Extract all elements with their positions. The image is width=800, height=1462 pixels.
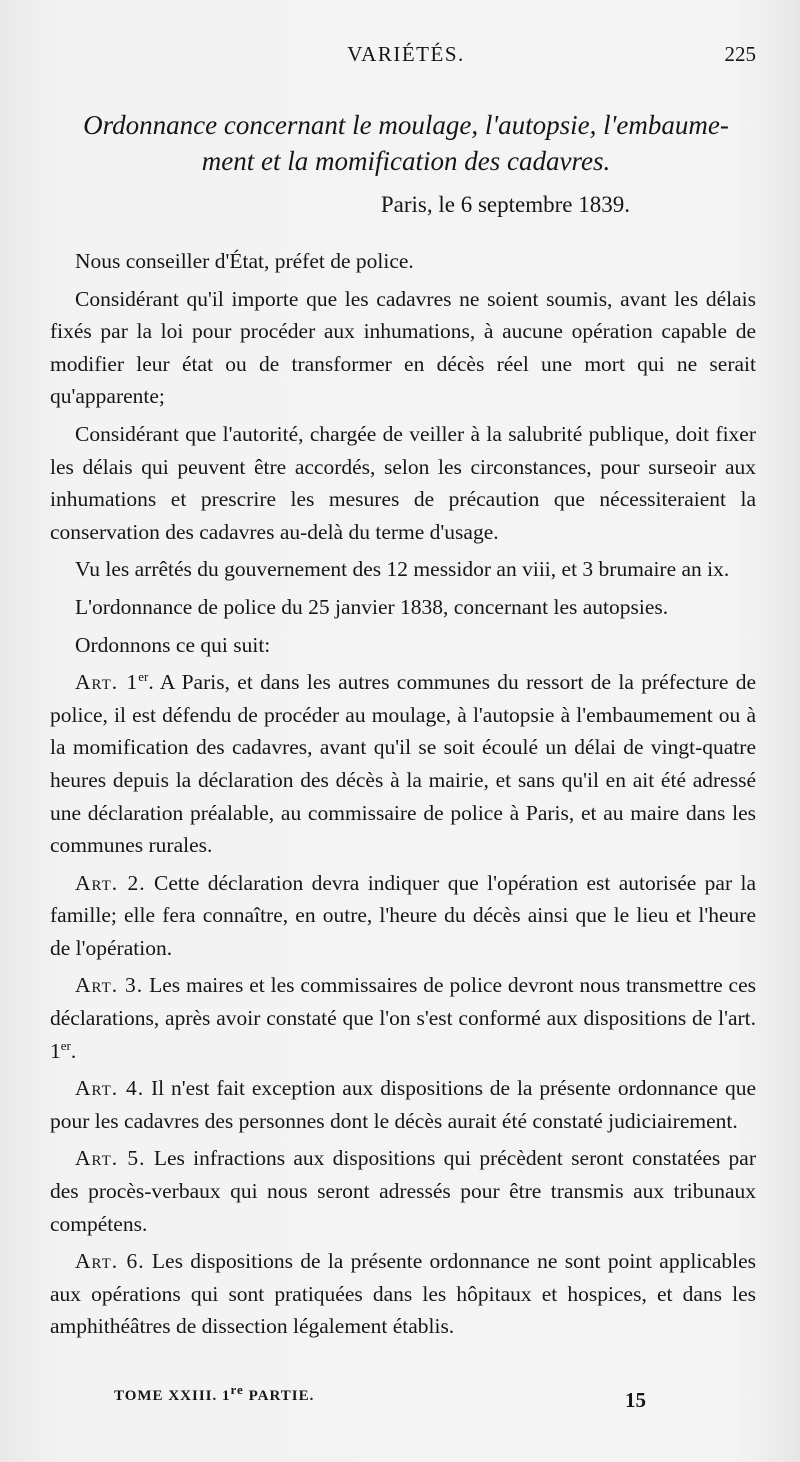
article-3 [50, 969, 756, 1067]
article-2-label: Art. 2. [75, 870, 146, 895]
article-1-label: Art. 1 [75, 670, 139, 695]
article-6-label: Art. 6. [75, 1249, 145, 1274]
page-footer [50, 1382, 762, 1418]
article-2 [50, 867, 756, 965]
article-1 [50, 666, 756, 862]
signature-sup: re [230, 1382, 244, 1397]
signature-pre: TOME XXIII. 1 [114, 1388, 231, 1404]
sheet-number: 15 [625, 1388, 646, 1412]
article-5 [50, 1142, 756, 1240]
article-5-label: Art. 5. [75, 1146, 146, 1171]
article-4-text: Il n'est fait exception aux dispositions de la présente ordonnance que pour les cadavres des personnes dont le décès aurait été constaté judiciairement. [50, 1076, 757, 1133]
running-title: VARIÉTÉS. [347, 42, 465, 66]
article-3-label: Art. 3. [75, 973, 144, 998]
article-3-end: . [70, 1038, 77, 1063]
considerant-paragraph-2: Considérant que l'autorité, chargée de veiller à la salubrité publique, doit fixer les délais qui peuvent être accordés, selon les circonstances, pour surseoir aux inhumations et prescrire les mesures de précaution que nécessiteraient la conservation des cadavres au-delà du terme d'usage. [50, 421, 756, 544]
authority-paragraph: Nous conseiller d'État, préfet de police. [75, 249, 414, 273]
page-number: 225 [724, 42, 756, 66]
article-4 [50, 1072, 756, 1137]
article-3-text: Les maires et les commissaires de police devront nous transmettre ces déclarations, après avoir constaté que l'on s'est conformé aux dispositions de l'art. 1 [50, 973, 757, 1063]
ordinance-body [50, 245, 756, 1348]
dateline: Paris, le 6 septembre 1839. [380, 192, 630, 217]
article-6 [50, 1245, 756, 1343]
article-4-label: Art. 4. [75, 1076, 145, 1101]
running-header [50, 42, 762, 72]
vu-paragraph-1: Vu les arrêtés du gouvernement des 12 messidor an viii, et 3 brumaire an ix. [75, 557, 730, 582]
vu-paragraph-2: L'ordonnance de police du 25 janvier 1838, concernant les autopsies. [75, 594, 669, 619]
ordonnons-paragraph: Ordonnons ce qui suit: [75, 632, 271, 657]
considerant-paragraph-1: Considérant qu'il importe que les cadavres ne soient soumis, avant les délais fixés par la loi pour procéder aux inhumations, à aucune opération capable de modifier leur état ou de transformer en décès réel une mort qui ne serait qu'apparente; [50, 286, 756, 409]
article-1-label-sup: er [138, 668, 149, 684]
article-5-text: Les infractions aux dispositions qui précèdent seront constatées par des procès-verbaux qui nous seront adressés pour être transmis aux tribunaux compétens. [50, 1146, 757, 1236]
article-2-text: Cette déclaration devra indiquer que l'opération est autorisée par la famille; elle fera connaître, en outre, l'heure du décès ainsi que le lieu et l'heure de l'opération. [50, 870, 757, 960]
signature-mark [114, 1382, 315, 1405]
ordinance-title [50, 107, 762, 179]
title-line-1: Ordonnance concernant le moulage, l'autopsie, l'embaume- [83, 110, 729, 140]
article-3-sup: er [60, 1037, 71, 1053]
title-line-2: ment et la momification des cadavres. [201, 146, 611, 176]
article-6-text: Les dispositions de la présente ordonnance ne sont point applicables aux opérations qui sont pratiquées dans les hôpitaux et hospices, et dans les amphithéâtres de dissection légalement établis. [50, 1249, 757, 1339]
article-1-text: . A Paris, et dans les autres communes du ressort de la préfecture de police, il est défendu de procéder au moulage, à l'autopsie à l'embaumement ou à la momification des cadavres, avant qu'il se soit écoulé un délai de vingt-quatre heures depuis la déclaration des décès à la mairie, et sans qu'il en ait été adressé une déclaration préalable, au commissaire de police à Paris, et au maire dans les communes rurales. [50, 670, 756, 858]
signature-post: PARTIE. [243, 1388, 315, 1404]
